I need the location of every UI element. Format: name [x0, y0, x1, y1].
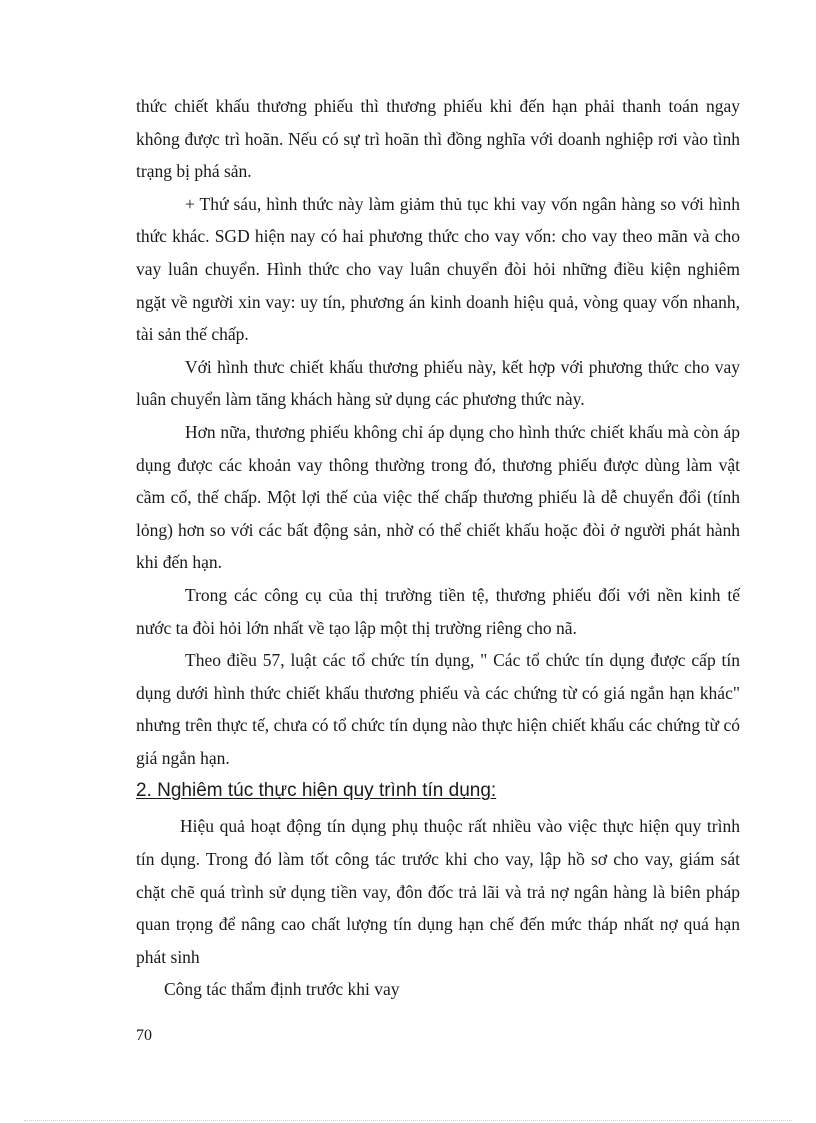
paragraph-article-57: Theo điều 57, luật các tổ chức tín dụng, " Các tổ chức tín dụng được cấp tín dụng dưới hình thức chiết khấu thương phiếu và các chứng từ có giá ngắn hạn khác" nhưng trên thực tế, chưa có tổ chức tín dụng nào thực hiện chiết khấu các chứng từ có giá ngắn hạn.	[136, 650, 740, 768]
footer-divider	[24, 1120, 792, 1121]
paragraph-credit-process: Hiệu quả hoạt động tín dụng phụ thuộc rất nhiều vào việc thực hiện quy trình tín dụng. Trong đó làm tốt công tác trước khi cho vay, lập hồ sơ cho vay, giám sát chặt chẽ quá trình sử dụng tiền vay, đôn đốc trả lãi và trả nợ ngân hàng là biên pháp quan trọng để nâng cao chất lượng tín dụng hạn chế đến mức tháp nhất nợ quá hạn phát sinh	[136, 816, 740, 967]
section-heading: 2. Nghiêm túc thực hiện quy trình tín dụng:	[136, 780, 497, 802]
page-number: 70	[136, 1027, 152, 1044]
paragraph-collateral: Hơn nữa, thương phiếu không chỉ áp dụng cho hình thức chiết khấu mà còn áp dụng được các khoản vay thông thường trong đó, thương phiếu được dùng làm vật cầm cố, thế chấp. Một lợi thế của việc thế chấp thương phiếu là dễ chuyển đổi (tính lỏng) hơn so với các bất động sản, nhờ có thể chiết khấu hoặc đòi ở người phát hành khi đến hạn.	[136, 421, 740, 573]
paragraph-appraisal: Công tác thẩm định trước khi vay	[164, 979, 400, 1000]
paragraph-continuation: thức chiết khấu thương phiếu thì thương phiếu khi đến hạn phải thanh toán ngay không được trì hoãn. Nếu có sự trì hoãn thì đồng nghĩa với doanh nghiệp rơi vào tình trạng bị phá sản.	[136, 96, 740, 182]
paragraph-discount-form: Với hình thưc chiết khấu thương phiếu này, kết hợp với phương thức cho vay luân chuyển làm tăng khách hàng sử dụng các phương thức này.	[136, 356, 740, 410]
paragraph-money-market: Trong các công cụ của thị trường tiền tệ, thương phiếu đối với nền kinh tế nước ta đòi hỏi lớn nhất về tạo lập một thị trường riêng cho nã.	[136, 584, 740, 638]
paragraph-sixth-point: + Thứ sáu, hình thức này làm giảm thủ tục khi vay vốn ngân hàng so với hình thức khác. SGD hiện nay có hai phương thức cho vay vốn: cho vay theo mãn và cho vay luân chuyển. Hình thức cho vay luân chuyển đòi hỏi những điều kiện nghiêm ngặt về người xin vay: uy tín, phương án kinh doanh hiệu quả, vòng quay vốn nhanh, tài sản thế chấp.	[136, 193, 740, 345]
page-body	[136, 90, 740, 1006]
